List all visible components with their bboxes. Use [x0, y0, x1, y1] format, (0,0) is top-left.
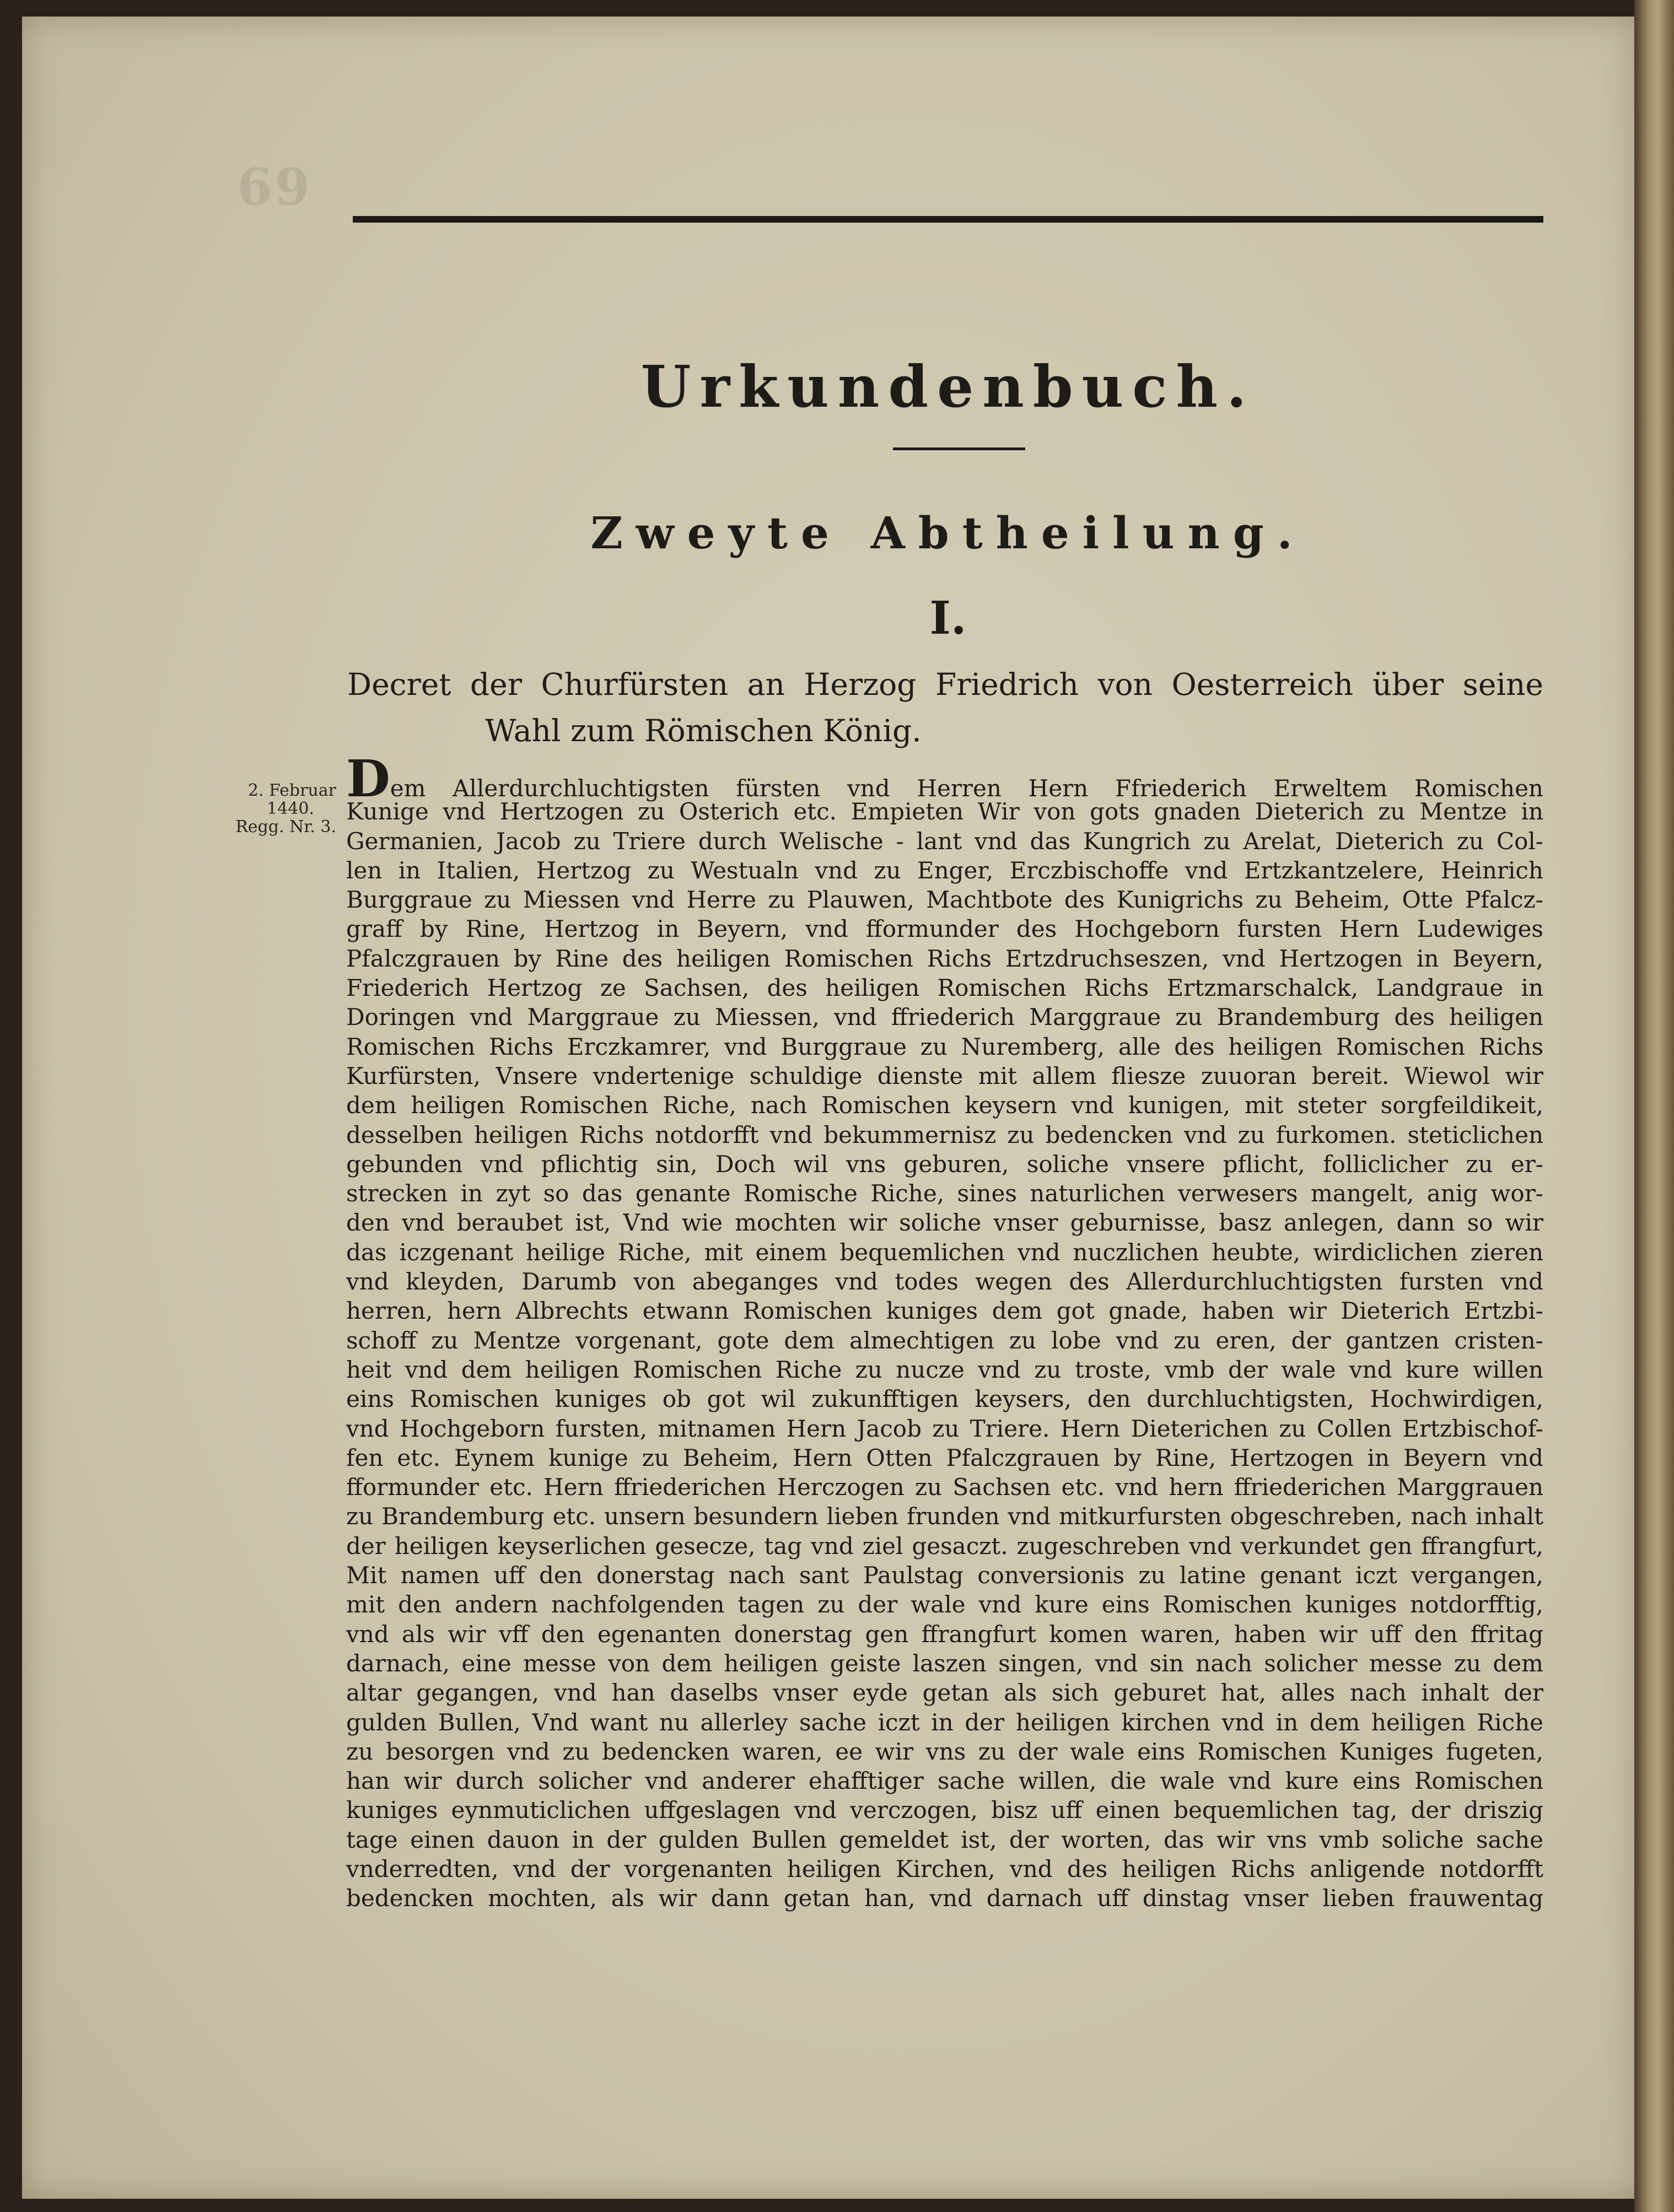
- body-line: han wir durch solicher vnd anderer ehafftiger sache willen, die wale vnd kure eins Romischen: [346, 1767, 1543, 1795]
- body-line: heit vnd dem heiligen Romischen Riche zu nucze vnd zu troste, vmb der wale vnd kure willen: [346, 1356, 1543, 1383]
- title-divider: [893, 447, 1025, 450]
- body-line: dem heiligen Romischen Riche, nach Romischen keysern vnd kunigen, mit steter sorgfeildikeit,: [346, 1092, 1543, 1119]
- body-line: Romischen Richs Erczkamrer, vnd Burggraue zu Nuremberg, alle des heiligen Romischen Richs: [346, 1033, 1543, 1060]
- body-line: Friederich Hertzog ze Sachsen, des heiligen Romischen Richs Ertzmarschalck, Landgraue in: [346, 974, 1543, 1002]
- body-line: mit den andern nachfolgenden tagen zu der wale vnd kure eins Romischen kuniges notdorfftig,: [346, 1591, 1543, 1618]
- body-line: tage einen dauon in der gulden Bullen gemeldet ist, der worten, das wir vns vmb soliche sache: [346, 1826, 1543, 1853]
- body-line: fformunder etc. Hern ffriederichen Herczogen zu Sachsen etc. vnd hern ffriederichen Marggrauen: [346, 1474, 1543, 1501]
- body-line: Kunige vnd Hertzogen zu Osterich etc. Empieten Wir von gots gnaden Dieterich zu Mentze in: [346, 798, 1543, 826]
- body-line: bedencken mochten, als wir dann getan han, vnd darnach uff dinstag vnser lieben frauwentag: [346, 1885, 1543, 1912]
- body-line: kuniges eynmuticlichen uffgeslagen vnd verczogen, bisz uff einen bequemlichen tag, der driszig: [346, 1796, 1543, 1824]
- body-line: zu besorgen vnd zu bedencken waren, ee wir vns zu der wale eins Romischen Kuniges fugeten,: [346, 1738, 1543, 1765]
- body-line: graff by Rine, Hertzog in Beyern, vnd fformunder des Hochgeborn fursten Hern Ludewiges: [346, 915, 1543, 943]
- body-line: darnach, eine messe von dem heiligen geiste laszen singen, vnd sin nach solicher messe zu dem: [346, 1649, 1543, 1677]
- body-line: gebunden vnd pflichtig sin, Doch wil vns geburen, soliche vnsere pflicht, folliclicher zu er-: [346, 1150, 1543, 1178]
- body-line: fen etc. Eynem kunige zu Beheim, Hern Otten Pfalczgrauen by Rine, Hertzogen in Beyern vnd: [346, 1444, 1543, 1471]
- body-line: Burggraue zu Miessen vnd Herre zu Plauwen, Machtbote des Kunigrichs zu Beheim, Otte Pfalcz-: [346, 886, 1543, 914]
- body-line: Kurfürsten, Vnsere vndertenige schuldige dienste mit allem fliesze zuuoran bereit. Wiewol wir: [346, 1062, 1543, 1089]
- margin-note-reference: Regg. Nr. 3.: [235, 817, 336, 837]
- body-line: vnd als wir vff den egenanten donerstag gen ffrangfurt komen waren, haben wir uff den ffritag: [346, 1620, 1543, 1648]
- body-line: eins Romischen kuniges ob got wil zukunfftigen keysers, den durchluchtigsten, Hochwirdigen,: [346, 1385, 1543, 1413]
- body-line: strecken in zyt so das genante Romische Riche, sines naturlichen verwesers mangelt, anig wor-: [346, 1180, 1543, 1207]
- header-rule: [353, 216, 1543, 223]
- body-line: herren, hern Albrechts etwann Romischen kuniges dem got gnade, haben wir Dieterich Ertzbi-: [346, 1297, 1543, 1325]
- body-line: Mit namen uff den donerstag nach sant Paulstag conversionis zu latine genant iczt vergangen,: [346, 1562, 1543, 1589]
- body-line: Doringen vnd Marggraue zu Miessen, vnd ffriederich Marggraue zu Brandemburg des heiligen: [346, 1004, 1543, 1031]
- document-number: I.: [929, 592, 967, 645]
- margin-note-date: 2. Februar: [247, 781, 336, 800]
- margin-note: [209, 781, 336, 836]
- book-binding-edge: [1634, 0, 1674, 2212]
- drop-cap: D: [346, 749, 390, 808]
- body-line: altar gegangen, vnd han daselbs vnser eyde getan als sich geburet hat, alles nach inhalt der: [346, 1679, 1543, 1707]
- body-line: vnd kleyden, Darumb von abeganges vnd todes wegen des Allerdurchluchtigsten fursten vnd: [346, 1268, 1543, 1296]
- body-line: vnderredten, vnd der vorgenanten heiligen Kirchen, vnd des heiligen Richs anligende notdorfft: [346, 1855, 1543, 1882]
- document-title: Urkundenbuch.: [640, 353, 1256, 420]
- body-line-first: [346, 749, 1543, 808]
- section-title: Zweyte Abtheilung.: [590, 507, 1306, 559]
- heading-line-2: Wahl zum Römischen König.: [485, 713, 922, 748]
- body-line: schoff zu Mentze vorgenant, gote dem almechtigen zu lobe vnd zu eren, der gantzen cristen-: [346, 1326, 1543, 1354]
- body-line: gulden Bullen, Vnd want nu allerley sache iczt in der heiligen kirchen vnd in dem heiligen Riche: [346, 1708, 1543, 1736]
- body-line: der heiligen keyserlichen gesecze, tag vnd ziel gesaczt. zugeschreben vnd verkundet gen ffrangfurt,: [346, 1532, 1543, 1560]
- document-heading: [347, 661, 1543, 754]
- heading-line-1: Decret der Churfürsten an Herzog Friedrich von Oesterreich über seine: [347, 667, 1543, 702]
- body-line: zu Brandemburg etc. unsern besundern lieben frunden vnd mitkurfursten obgeschreben, nach inhalt: [346, 1503, 1543, 1530]
- body-line: desselben heiligen Richs notdorfft vnd bekummernisz zu bedencken vnd zu furkomen. steticlichen: [346, 1121, 1543, 1148]
- first-line-text: em Allerdurchluchtigsten fürsten vnd Herren Hern Ffriederich Erweltem Romischen: [390, 775, 1543, 802]
- body-line: Pfalczgrauen by Rine des heiligen Romischen Richs Ertzdruchseszen, vnd Hertzogen in Beyern,: [346, 945, 1543, 972]
- body-line: Germanien, Jacob zu Triere durch Welische - lant vnd das Kungrich zu Arelat, Dieterich zu Col-: [346, 827, 1543, 855]
- page-number: 69: [237, 157, 313, 217]
- document-body: [346, 749, 1543, 1913]
- body-line: das iczgenant heilige Riche, mit einem bequemlichen vnd nuczlichen heubte, wirdiclichen zieren: [346, 1238, 1543, 1266]
- body-line: den vnd beraubet ist, Vnd wie mochten wir soliche vnser geburnisse, basz anlegen, dann so wir: [346, 1209, 1543, 1237]
- body-line: len in Italien, Hertzog zu Westualn vnd zu Enger, Erczbischoffe vnd Ertzkantzelere, Heinrich: [346, 856, 1543, 884]
- margin-note-year: 1440.: [267, 799, 314, 818]
- body-line: vnd Hochgeborn fursten, mitnamen Hern Jacob zu Triere. Hern Dieterichen zu Collen Ertzbischof-: [346, 1415, 1543, 1442]
